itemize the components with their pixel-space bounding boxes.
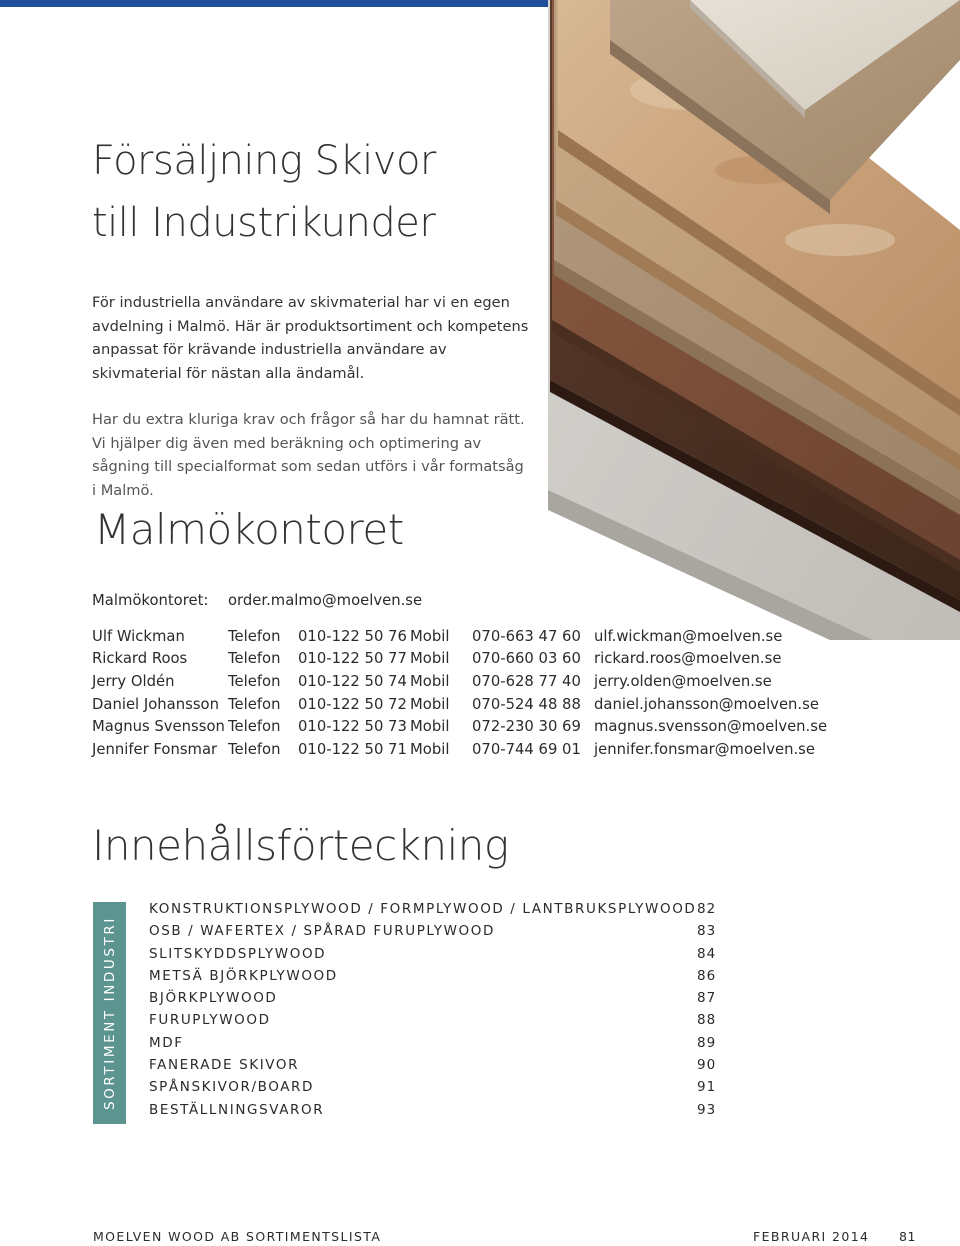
mobile-label: Mobil	[410, 740, 450, 758]
contact-name: Rickard Roos	[92, 650, 188, 668]
phone-label: Telefon	[228, 650, 281, 668]
toc-item[interactable]	[149, 898, 719, 920]
toc-item-label: MDF	[149, 1034, 184, 1051]
footer-publication: MOELVEN WOOD AB SORTIMENTSLISTA	[93, 1229, 382, 1244]
toc-item[interactable]	[149, 1009, 719, 1031]
intro-paragraph-2: Har du extra kluriga krav och frågor så har du hamnat rätt. Vi hjälper dig även med beräkning och optimering av sågning till specialformat som sedan utförs i vår formatsåg i Malmö.	[92, 411, 525, 499]
toc-heading: Innehållsförteckning	[92, 821, 509, 870]
mobile-label: Mobil	[410, 695, 450, 713]
toc-item[interactable]	[149, 920, 719, 942]
mobile-label: Mobil	[410, 627, 450, 645]
office-heading: Malmökontoret	[94, 505, 404, 554]
contact-name: Jerry Oldén	[92, 672, 175, 690]
phone-number[interactable]: 010-122 50 71	[298, 740, 407, 758]
toc-item-label: BJÖRKPLYWOOD	[149, 990, 278, 1007]
contact-row	[92, 738, 827, 761]
contact-name: Magnus Svensson	[92, 718, 225, 736]
phone-label: Telefon	[228, 695, 281, 713]
toc-item-page: 84	[697, 945, 717, 962]
contact-email-link[interactable]: rickard.roos@moelven.se	[594, 650, 782, 668]
toc-item[interactable]	[149, 1032, 719, 1054]
phone-label: Telefon	[228, 740, 281, 758]
toc-item-label: KONSTRUKTIONSPLYWOOD / FORMPLYWOOD / LANTBRUKSPLYWOOD	[149, 901, 697, 917]
toc-item[interactable]	[149, 1076, 719, 1098]
page-title	[92, 130, 436, 254]
toc-item-page: 87	[697, 990, 717, 1007]
phone-number[interactable]: 010-122 50 74	[298, 672, 407, 690]
toc-item-page: 93	[697, 1101, 717, 1118]
contact-row	[92, 715, 827, 738]
intro-paragraph-1: För industriella användare av skivmaterial har vi en egen avdelning i Malmö. Här är produktsortiment och kompetens anpassat för krävande industriella användare av skivmaterial för nästan alla ändamål.	[92, 294, 529, 382]
phone-number[interactable]: 010-122 50 77	[298, 650, 407, 668]
toc-item-label: OSB / WAFERTEX / SPÅRAD FURUPLYWOOD	[149, 923, 495, 940]
mobile-label: Mobil	[410, 672, 450, 690]
toc-item-page: 91	[697, 1079, 717, 1096]
footer-date: FEBRUARI 2014	[753, 1229, 870, 1244]
side-tab-label: SORTIMENT INDUSTRI	[101, 916, 118, 1110]
contact-email-link[interactable]: jennifer.fonsmar@moelven.se	[594, 740, 815, 758]
contact-row	[92, 648, 827, 671]
contacts-table	[92, 625, 827, 761]
toc-list	[149, 898, 719, 1121]
phone-number[interactable]: 010-122 50 73	[298, 718, 407, 736]
toc-item-label: SPÅNSKIVOR/BOARD	[149, 1079, 315, 1096]
phone-label: Telefon	[228, 627, 281, 645]
contact-row	[92, 670, 827, 693]
contact-row	[92, 693, 827, 716]
toc-item-page: 82	[697, 901, 717, 917]
contact-name: Jennifer Fonsmar	[92, 740, 218, 758]
contact-name: Daniel Johansson	[92, 695, 219, 713]
toc-item-page: 90	[697, 1057, 717, 1074]
phone-number[interactable]: 010-122 50 72	[298, 695, 407, 713]
contact-email-link[interactable]: daniel.johansson@moelven.se	[594, 695, 819, 713]
toc-item-page: 89	[697, 1034, 717, 1051]
mobile-number[interactable]: 070-628 77 40	[472, 672, 581, 690]
mobile-number[interactable]: 070-663 47 60	[472, 627, 581, 645]
office-email-link[interactable]: order.malmo@moelven.se	[228, 592, 423, 609]
toc-item[interactable]	[149, 1054, 719, 1076]
mobile-number[interactable]: 070-524 48 88	[472, 695, 581, 713]
title-line-2: till Industrikunder	[92, 200, 436, 246]
title-line-1: Försäljning Skivor	[92, 138, 436, 184]
toc-item[interactable]	[149, 987, 719, 1009]
contact-name: Ulf Wickman	[92, 627, 185, 645]
mobile-number[interactable]: 072-230 30 69	[472, 718, 581, 736]
office-label: Malmökontoret:	[92, 592, 209, 609]
toc-item-page: 83	[697, 923, 717, 940]
toc-item-label: FURUPLYWOOD	[149, 1012, 271, 1029]
stacked-boards-image	[540, 0, 960, 640]
phone-label: Telefon	[228, 672, 281, 690]
footer-page-number: 81	[899, 1229, 916, 1244]
toc-item[interactable]	[149, 943, 719, 965]
toc-item-label: METSÄ BJÖRKPLYWOOD	[149, 967, 338, 984]
contact-email-link[interactable]: ulf.wickman@moelven.se	[594, 627, 783, 645]
contact-email-link[interactable]: jerry.olden@moelven.se	[594, 672, 772, 690]
contact-row	[92, 625, 827, 648]
toc-item-page: 86	[697, 967, 717, 984]
toc-item[interactable]	[149, 1099, 719, 1121]
mobile-label: Mobil	[410, 650, 450, 668]
toc-item-page: 88	[697, 1012, 717, 1029]
toc-item-label: FANERADE SKIVOR	[149, 1057, 300, 1074]
phone-label: Telefon	[228, 718, 281, 736]
sortiment-side-tab	[93, 902, 126, 1124]
mobile-number[interactable]: 070-744 69 01	[472, 740, 581, 758]
toc-item[interactable]	[149, 965, 719, 987]
toc-item-label: BESTÄLLNINGSVAROR	[149, 1101, 325, 1118]
toc-item-label: SLITSKYDDSPLYWOOD	[149, 945, 327, 962]
contact-email-link[interactable]: magnus.svensson@moelven.se	[594, 718, 828, 736]
phone-number[interactable]: 010-122 50 76	[298, 627, 407, 645]
mobile-number[interactable]: 070-660 03 60	[472, 650, 581, 668]
mobile-label: Mobil	[410, 718, 450, 736]
